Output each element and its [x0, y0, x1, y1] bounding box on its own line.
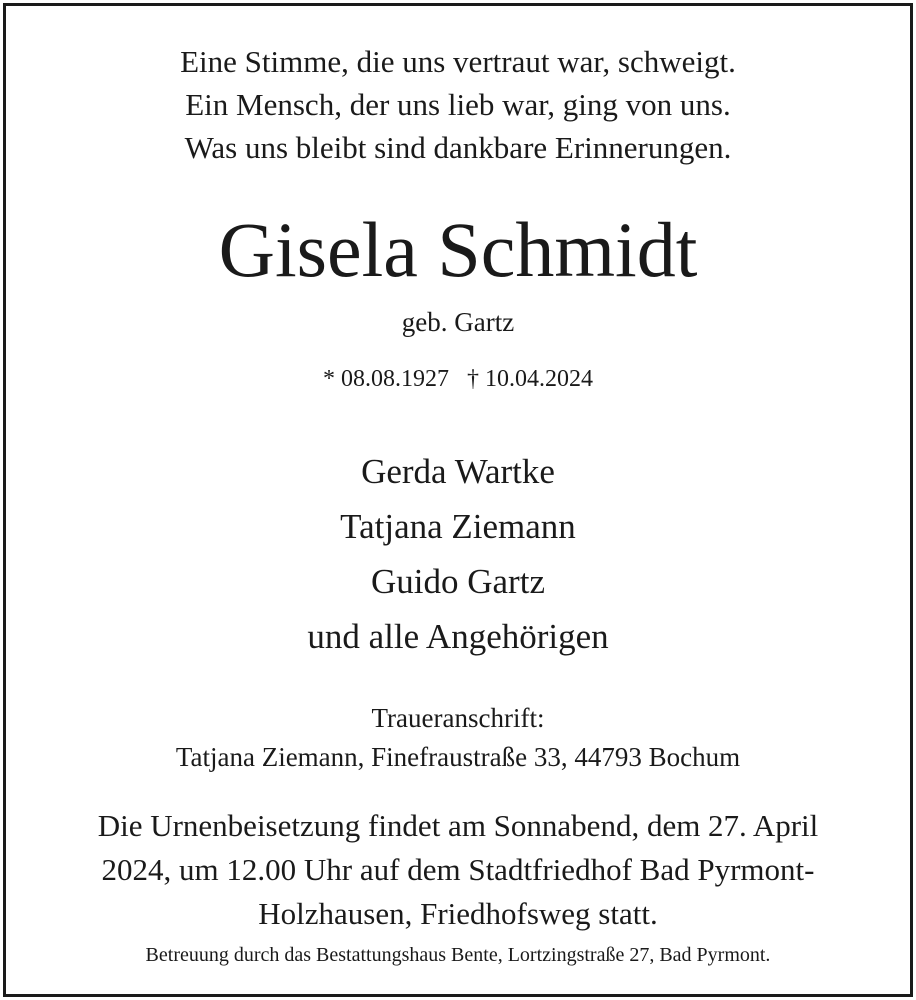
- poem-line: Was uns bleibt sind dankbare Erinnerungen.: [184, 130, 732, 165]
- funeral-home-note: Betreuung durch das Bestattungshaus Bente, Lortzingstraße 27, Bad Pyrmont.: [145, 944, 771, 966]
- ceremony-line: Die Urnenbeisetzung findet am Sonnabend, dem 27. April: [97, 808, 819, 843]
- ceremony-line: 2024, um 12.00 Uhr auf dem Stadtfriedhof Bad Pyrmont-: [101, 852, 815, 887]
- birth-date: * 08.08.1927: [323, 366, 449, 392]
- mourner-name: und alle Angehörigen: [307, 617, 609, 656]
- maiden-name: geb. Gartz: [401, 307, 515, 337]
- death-date: † 10.04.2024: [467, 366, 593, 392]
- deceased-name: Gisela Schmidt: [218, 206, 698, 293]
- mourner-name: Tatjana Ziemann: [340, 507, 576, 546]
- poem: [0, 40, 916, 169]
- poem-line: Ein Mensch, der uns lieb war, ging von uns.: [185, 87, 731, 122]
- ceremony-line: Holzhausen, Friedhofsweg statt.: [258, 896, 658, 931]
- mourner-name: Guido Gartz: [371, 562, 545, 601]
- mourning-address: Tatjana Ziemann, Finefraustraße 33, 44793 Bochum: [175, 742, 741, 772]
- poem-line: Eine Stimme, die uns vertraut war, schweigt.: [180, 44, 736, 79]
- ceremony-info: [0, 804, 916, 936]
- life-dates: [0, 363, 916, 395]
- mourner-name: Gerda Wartke: [361, 452, 555, 491]
- address-label: Traueranschrift:: [371, 703, 545, 733]
- mourners-list: [0, 444, 916, 664]
